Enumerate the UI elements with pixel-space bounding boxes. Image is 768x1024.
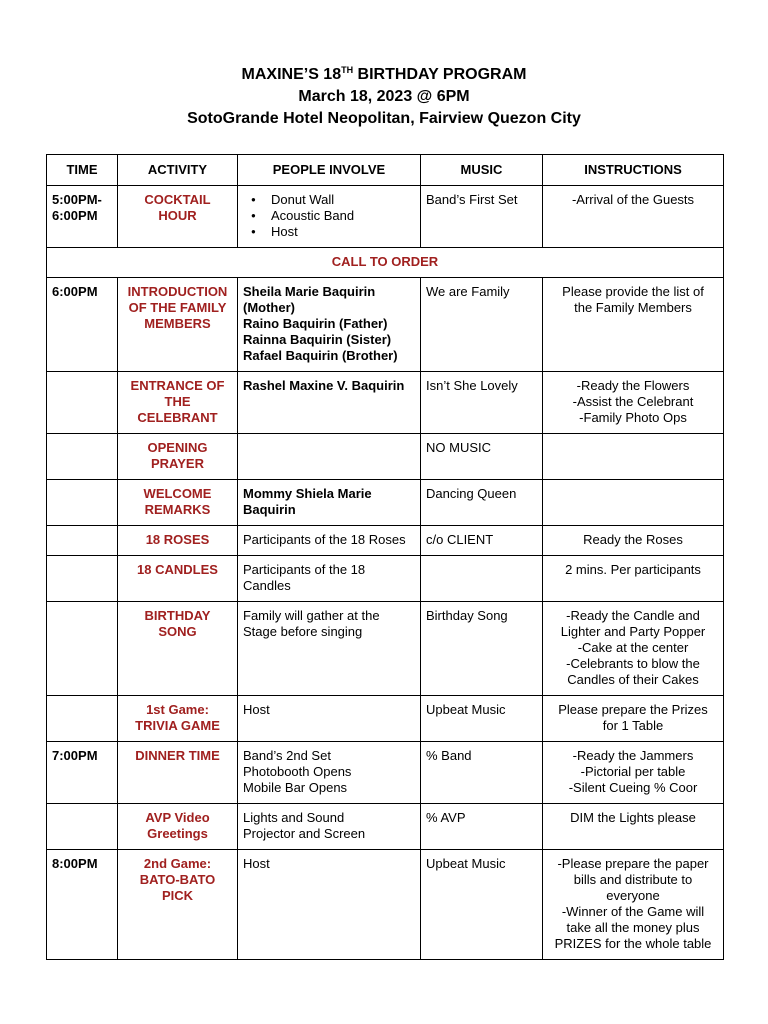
music-cell: NO MUSIC [421, 434, 543, 480]
people-cell [238, 278, 421, 372]
instruction-line: Lighter and Party Popper [560, 624, 706, 639]
table-row [47, 742, 724, 804]
activity-cell [118, 278, 238, 372]
people-line: Participants of the 18 [243, 562, 366, 577]
people-list [243, 192, 415, 240]
people-line: Host [243, 856, 270, 871]
activity-line: 18 ROSES [145, 532, 210, 547]
table-row [47, 526, 724, 556]
time-line: 5:00PM- [52, 192, 102, 207]
music-cell: Dancing Queen [421, 480, 543, 526]
table-row [47, 372, 724, 434]
people-line: Photobooth Opens [243, 764, 352, 779]
table-row [47, 850, 724, 960]
people-line: (Mother) [243, 300, 295, 315]
people-cell [238, 556, 421, 602]
activity-line: OPENING [147, 440, 208, 455]
time-line: 7:00PM [52, 748, 98, 763]
activity-line: MEMBERS [144, 316, 211, 331]
people-line: Rafael Baquirin (Brother) [243, 348, 398, 363]
time-line: 6:00PM [52, 284, 98, 299]
music-cell: Band’s First Set [421, 186, 543, 248]
activity-line: ENTRANCE OF [130, 378, 225, 393]
activity-line: INTRODUCTION [127, 284, 228, 299]
activity-line: TRIVIA GAME [135, 718, 220, 733]
list-item-label: Host [271, 224, 298, 239]
table-row [47, 602, 724, 696]
time-cell [47, 480, 118, 526]
instruction-line: DIM the Lights please [570, 810, 696, 825]
activity-line: PRAYER [151, 456, 204, 471]
instruction-line: take all the money plus [566, 920, 700, 935]
activity-line: THE [164, 394, 191, 409]
event-venue: SotoGrande Hotel Neopolitan, Fairview Quezon City [187, 110, 581, 127]
people-cell [238, 480, 421, 526]
instructions-cell [543, 372, 724, 434]
list-item [251, 224, 415, 240]
activity-cell [118, 602, 238, 696]
instructions-cell [543, 804, 724, 850]
column-header: INSTRUCTIONS [543, 155, 724, 186]
activity-cell [118, 434, 238, 480]
bullet-icon: ● [251, 227, 256, 236]
instruction-line: bills and distribute to [573, 872, 693, 887]
instruction-line: for 1 Table [602, 718, 664, 733]
time-cell [47, 372, 118, 434]
activity-line: REMARKS [144, 502, 211, 517]
instruction-line: PRIZES for the whole table [554, 936, 712, 951]
people-cell [238, 526, 421, 556]
bullet-icon: ● [251, 211, 256, 220]
activity-line: AVP Video [145, 810, 210, 825]
event-date: March 18, 2023 @ 6PM [298, 88, 470, 105]
people-cell [238, 434, 421, 480]
list-item-label: Donut Wall [271, 192, 335, 207]
instructions-cell [543, 602, 724, 696]
activity-line: BIRTHDAY [144, 608, 211, 623]
list-item [251, 192, 415, 208]
column-header: PEOPLE INVOLVE [238, 155, 421, 186]
time-cell [47, 804, 118, 850]
instruction-line: 2 mins. Per participants [565, 562, 701, 577]
instruction-line: -Cake at the center [577, 640, 689, 655]
instruction-line: -Please prepare the paper [557, 856, 709, 871]
instructions-cell [543, 186, 724, 248]
activity-line: Greetings [147, 826, 208, 841]
table-row [47, 556, 724, 602]
instructions-cell [543, 850, 724, 960]
instruction-line: -Ready the Candle and [566, 608, 700, 623]
instructions-cell [543, 742, 724, 804]
people-line: Rashel Maxine V. Baquirin [243, 378, 405, 393]
activity-cell [118, 186, 238, 248]
instructions-cell [543, 278, 724, 372]
activity-line: PICK [161, 888, 194, 903]
activity-cell [118, 480, 238, 526]
people-cell [238, 602, 421, 696]
instruction-line: -Silent Cueing % Coor [568, 780, 698, 795]
call-to-order-row [47, 248, 724, 278]
program-table [46, 154, 724, 960]
instruction-line: -Ready the Flowers [576, 378, 690, 393]
time-cell [47, 434, 118, 480]
instruction-line: Ready the Roses [583, 532, 683, 547]
people-line: Participants of the 18 Roses [243, 532, 406, 547]
activity-line: BATO-BATO [139, 872, 216, 887]
people-line: Lights and Sound [243, 810, 345, 825]
people-cell [238, 804, 421, 850]
music-cell: c/o CLIENT [421, 526, 543, 556]
people-cell [238, 742, 421, 804]
music-cell [421, 556, 543, 602]
activity-cell [118, 696, 238, 742]
instructions-cell [543, 434, 724, 480]
instruction-line: -Family Photo Ops [579, 410, 687, 425]
activity-cell [118, 372, 238, 434]
music-cell: Birthday Song [421, 602, 543, 696]
music-cell: % Band [421, 742, 543, 804]
music-cell: % AVP [421, 804, 543, 850]
time-cell [47, 742, 118, 804]
list-item [251, 208, 415, 224]
people-line: Stage before singing [243, 624, 363, 639]
time-cell [47, 602, 118, 696]
bullet-icon: ● [251, 195, 256, 204]
column-header: TIME [47, 155, 118, 186]
instructions-cell [543, 556, 724, 602]
instruction-line: the Family Members [574, 300, 692, 315]
document-header [0, 0, 768, 130]
instruction-line: -Winner of the Game will [561, 904, 705, 919]
people-line: Family will gather at the [243, 608, 380, 623]
instruction-line: Please provide the list of [562, 284, 704, 299]
people-cell [238, 372, 421, 434]
table-header-row [47, 155, 724, 186]
instruction-line: -Assist the Celebrant [572, 394, 694, 409]
music-cell: Isn’t She Lovely [421, 372, 543, 434]
people-cell [238, 850, 421, 960]
activity-cell [118, 526, 238, 556]
table-row [47, 434, 724, 480]
activity-line: OF THE FAMILY [128, 300, 227, 315]
activity-cell [118, 850, 238, 960]
activity-cell [118, 556, 238, 602]
activity-line: 1st Game: [146, 702, 209, 717]
instruction-line: -Celebrants to blow the [566, 656, 700, 671]
music-cell: Upbeat Music [421, 850, 543, 960]
music-cell: We are Family [421, 278, 543, 372]
table-row [47, 696, 724, 742]
people-cell [238, 186, 421, 248]
activity-line: SONG [158, 624, 197, 639]
program-title: MAXINE’S 18TH BIRTHDAY PROGRAM [241, 65, 527, 83]
people-line: Host [243, 702, 270, 717]
time-line: 8:00PM [52, 856, 98, 871]
activity-line: DINNER TIME [135, 748, 220, 763]
time-cell [47, 186, 118, 248]
people-line: Band’s 2nd Set [243, 748, 331, 763]
list-item-label: Acoustic Band [271, 208, 355, 223]
people-line: Sheila Marie Baquirin [243, 284, 376, 299]
activity-cell [118, 804, 238, 850]
activity-line: COCKTAIL [144, 192, 211, 207]
people-cell [238, 696, 421, 742]
column-header: MUSIC [421, 155, 543, 186]
table-row [47, 278, 724, 372]
activity-line: WELCOME [143, 486, 212, 501]
music-cell: Upbeat Music [421, 696, 543, 742]
time-cell [47, 850, 118, 960]
people-line: Projector and Screen [243, 826, 366, 841]
people-line: Candles [243, 578, 291, 593]
activity-line: HOUR [158, 208, 197, 223]
instruction-line: -Arrival of the Guests [571, 192, 695, 207]
time-cell [47, 556, 118, 602]
instruction-line: -Ready the Jammers [572, 748, 694, 763]
people-line: Raino Baquirin (Father) [243, 316, 388, 331]
activity-cell [118, 742, 238, 804]
table-row [47, 186, 724, 248]
people-line: Mommy Shiela Marie [243, 486, 372, 501]
instruction-line: everyone [606, 888, 660, 903]
time-cell [47, 278, 118, 372]
people-line: Baquirin [243, 502, 296, 517]
time-cell [47, 696, 118, 742]
instruction-line: Candles of their Cakes [567, 672, 699, 687]
time-cell [47, 526, 118, 556]
instructions-cell [543, 696, 724, 742]
table-row [47, 804, 724, 850]
activity-line: 2nd Game: [143, 856, 212, 871]
people-line: Rainna Baquirin (Sister) [243, 332, 392, 347]
people-line: Mobile Bar Opens [243, 780, 348, 795]
time-line: 6:00PM [52, 208, 98, 223]
instruction-line: Please prepare the Prizes [558, 702, 708, 717]
instructions-cell [543, 526, 724, 556]
table-row [47, 480, 724, 526]
call-to-order-label: CALL TO ORDER [47, 248, 724, 278]
instruction-line: -Pictorial per table [580, 764, 686, 779]
activity-line: CELEBRANT [137, 410, 218, 425]
instructions-cell [543, 480, 724, 526]
activity-line: 18 CANDLES [137, 562, 218, 577]
column-header: ACTIVITY [118, 155, 238, 186]
